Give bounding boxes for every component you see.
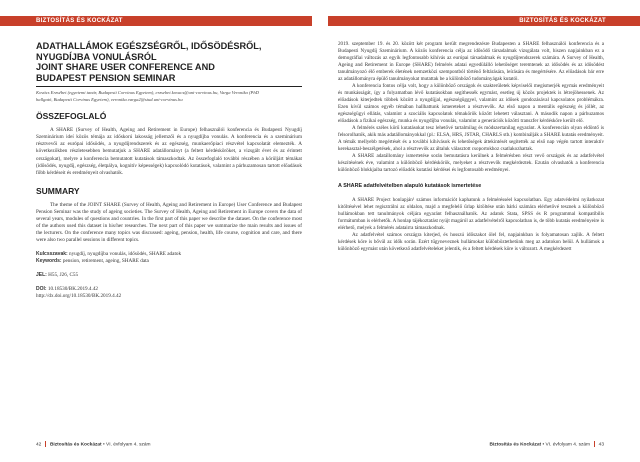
authors-line-1: Kovács Erzsébet (egyetemi tanár, Budapesti Corvinus Egyetem), erzsebet.kovacs@uni-corvinus.hu, Varga Veronika (PhD — [36, 90, 259, 95]
summary-hu-text: A SHARE (Survey of Health, Ageing and Retirement in Europe) felhasználói konferencia és Budapesti Nyugdíj Szeminárium ideí közös témája az időskorú lakosság jellemzői és a nyugdíjba vonulás. A konferencia és a szeminárium résztvevői az európai idősödés, a nyugdíjrendszerek és az egészség, munkaerőpiaci részvétel kapcsolatát elemezték. A következőkben részletesebben bemutatjuk a SHARE adatállományt (a feltett kérdésköröket, a vizsgált évet és az érintett országokat), melyre a konferencia bemutatott kutatások támaszkodtak. Az összefoglaló további részében a körüljárt témákat (idősödés, nyugdíj, egészség, életpálya, kognitív képességek) kapcsolódó kutatások, valamint a párhuzamosan tartott előadások főbb kérdéseit és eredményeit olvashatók. — [36, 127, 302, 176]
authors — [36, 90, 302, 103]
keywords-hu-value: nyugdíj, nyugdíjba vonulás, idősödés, SHARE adatok — [67, 251, 182, 258]
footer-left-issue: VI. évfolyam 4. szám — [106, 442, 151, 448]
authors-line-2: hallgató, Budapesti Corvinus Egyetem), veronika.varga2@stud.uni-corvinus.hu — [36, 96, 183, 102]
body-paragraph-3: A felmérés széles körű kutatásokat tesz lehetővé tartalmilag és módszertanilag egyaránt. A konferencián olyan eldöntő is felsorolhatók, akik más adatállományokkal (pl.: ELSA, HRS, JSTAR, CHARLS stb.) kombinálják a SHARE kutatás eredményeit. A témák mellyebb megértését és a további kihívások és lehetőségek áttekintését segítették az első nap végén tartott interaktív kerekasztal-beszélgetések, ahol a résztvevők az általuk választott csoportokhoz csatlakozhattak. — [338, 125, 604, 153]
footer-right-magazine: Biztosítás és Kockázat — [489, 442, 542, 448]
footer-right-issue: VI. évfolyam 4. szám — [545, 442, 591, 448]
body-paragraph-6: Az adatfelvétel számos országra kiterjed, és hosszú időszakot ölel fel, napjainkban is folyamatosan zajlik. A feltett kérdések köre is bővül az idők során. Ezért tűgyneveznek hullámokat különböztethetünk meg az adatokon belül. A hullámok a különböző egymást után következő adatfelvételeket jelentik, és a feltett kérdések köre is változott. A megkérdezett — [338, 232, 604, 253]
header-bar-left — [0, 16, 312, 26]
summary-hu-heading: ÖSSZEFOGLALÓ — [36, 111, 107, 122]
footer-left-divider — [45, 441, 46, 447]
doi-label: DOI: — [36, 286, 47, 293]
jel-codes — [36, 272, 302, 279]
keywords-en-value: pension, retirement, ageing, SHARE data — [61, 258, 149, 265]
title-hu-line-1: ADATHALLÁMOK EGÉSZSÉGRŐL, IDŐSÖDÉSRŐL, — [36, 41, 262, 51]
left-column — [36, 41, 302, 300]
header-bar-right — [328, 16, 640, 26]
doi — [36, 286, 302, 293]
summary-en-text: The theme of the JOINT SHARE (Survey of Health, Ageing and Retirement in Europe) User Conference and Budapest Pension Seminar was the study of ageing societies. The Survey of Health, Ageing and Retirement in Europe covers the data of several years, modules of questions and countries. In the first part of this paper we describe the dataset. On the conference most of the authors used this dataset in his/her researches. The next part of this paper we summarize the main results and issues of the lecturers. On the conference many topics was discussed: ageing, pension, health, life course, cognition and care, and there were also two parallel sessions in different topics. — [36, 201, 302, 244]
keywords-en-label: Keywords: — [36, 258, 62, 265]
footer-right-page: 43 — [598, 442, 604, 448]
right-column — [338, 41, 604, 253]
jel-value: H55, J26, C55 — [46, 272, 79, 279]
keywords-en — [36, 258, 302, 265]
subsection-heading: A SHARE adatfelvételben alapuló kutatások ismertetése — [338, 183, 482, 190]
header-label-left: BIZTOSÍTÁS ÉS KOCKÁZAT — [36, 17, 123, 24]
jel-label: JEL: — [36, 272, 47, 279]
keywords-hu — [36, 251, 302, 258]
doi-link[interactable]: http://dx.doi.org/10.18530/BK.2019.4.42 — [36, 293, 122, 300]
title-en-line-1: JOINT SHARE USER CONFERENCE AND — [36, 62, 215, 72]
doi-value: 10.18530/BK.2019.4.42 — [46, 286, 99, 293]
summary-en-heading: SUMMARY — [36, 185, 80, 196]
keywords-hu-label: Kulcsszavak: — [36, 251, 68, 258]
footer-left-magazine: Biztosítás és Kockázat — [49, 442, 102, 448]
title-hu-line-2: NYUGDÍJBA VONULÁSRÓL — [36, 51, 157, 62]
title-en-line-2: BUDAPEST PENSION SEMINAR — [36, 72, 176, 83]
body-paragraph-4: A SHARE adatállomány ismertetése során bemutatásra kerülnek a felmérésben részt vevő országok és az adatfelvétel készítésének éve, valamint a különböző kérdéskörök, melyeket a résztvevők megkérdeztek. Ezután olvashatók a konferencia különböző blokkjaiba tartozó előadók kutatási kérdései és legfontosabb eredményei. — [338, 153, 604, 174]
header-label-right: BIZTOSÍTÁS ÉS KOCKÁZAT — [519, 17, 606, 24]
body-paragraph-5: A SHARE Project honlapján¹ számos információt kaphatunk a felmérésséel kapcsolatban. Egy adatvédelmi nyilatkozat kitöltésével lehet regisztrálni az oldalon, majd a megfelelő űrlap kitöltése után bárki számára elérhetővé tesznek a különböző hullámokban tett tanulmányok céljára egyaránt felhasználhatók. Az adatok Stata, SPSS és R programmal kompatibilis formátumban is elérhetők. A honlap tájékoztatást nyújt magáról az adatfelvételről kapcsolatban is, de több kutatás eredményeire is elérhető, melyek a felmérés adatairra támaszkodnak. — [338, 197, 604, 232]
footer-right-divider — [594, 441, 595, 447]
footer-right: Biztosítás és Kockázat • VI. évfolyam 4. szám 43 — [489, 442, 604, 448]
body-paragraph-1: 2019. szeptember 19. és 20. között két program került megrendezésre Budapesten a SHARE felhasználói konferencia és a Budapesti Nyugdíj Szeminárium. A közös konferencia célja az idősödő társadalmak vizsgálata volt, hiszen napjainkban ez a demográfiai változás az egyik legfontosabb kihívás az európai társadalmak és nyugdíjrendszerek számára. A Survey of Health, Ageing and Retirement in Europe (SHARE) felmérés adatai egyedülálló lehetőséget teremtenek az idősödés és az idősödést tanulmányozó élő emberek életének nemzetközi szempontból történő feltárására, leírására és megértésére. Az előadások bár erre az adatállományra épülő tanulmányokat mutattak be a különböző tudományágak kutatói. — [338, 41, 604, 83]
footer-left-page: 42 — [36, 442, 42, 448]
body-paragraph-2: A konferencia fontos célja volt, hogy a különböző országok és szakterületek képviselői megismerjék egymás eredményeit és munkásságát, így a folyamatban lévő kutatásokban segíthessék egymást, esetleg új közös projektek is létrejöhessenek. Az előadások kiterjedtek többek között a nyugdíjjal, egészségüggyel, valamint az idősek gondozásával kapcsolatos problémákra. Ezen kívül számos egyéb témában hallhattunk ismereteket a résztvevők. Az első napon a mentális egészség és jóllét, az egészségügyi ellátás, valamint a szociális kapcsolatok témakörök között lehetett választani. A második napon a párhuzamos előadások a fizikai egészség, munka és nyugdíjba vonulás, valamint a generációk közötti transzfer kérdésköre került elő. — [338, 83, 604, 125]
title-divider — [36, 86, 302, 87]
footer-left: 42 Biztosítás és Kockázat • VI. évfolyam 4. szám — [36, 442, 151, 448]
